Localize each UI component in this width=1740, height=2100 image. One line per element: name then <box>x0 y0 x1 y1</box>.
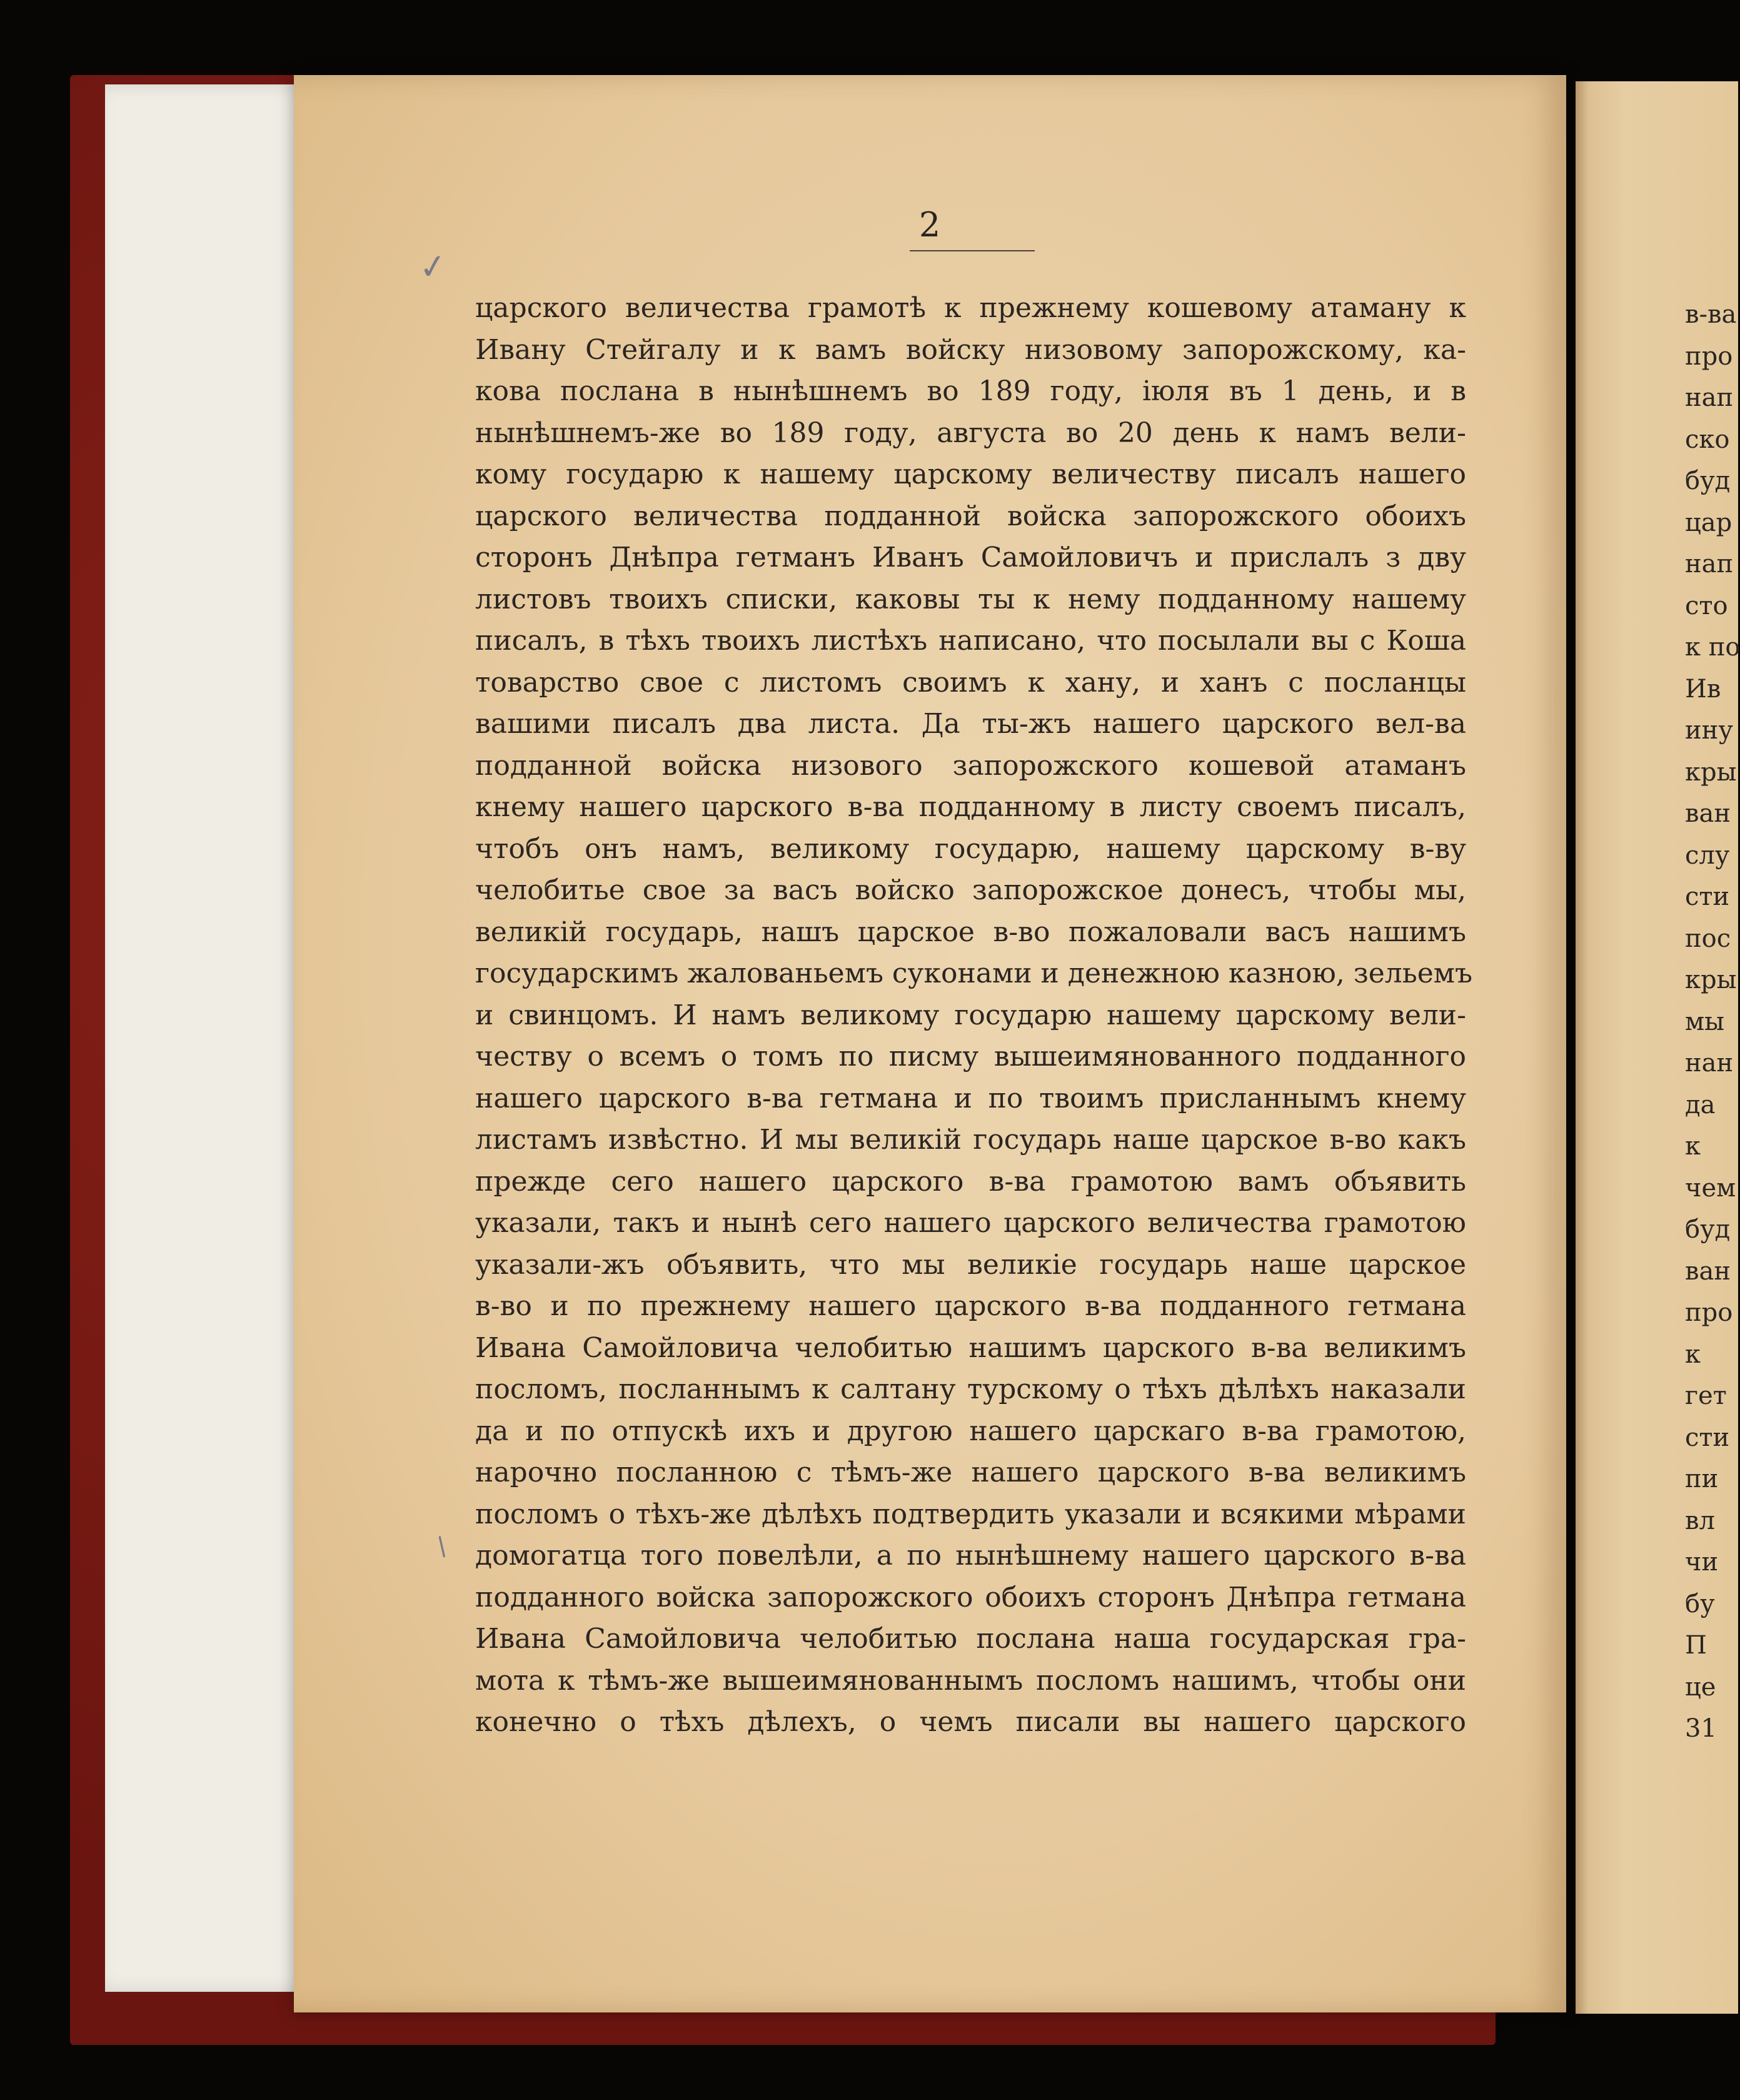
next-page-fragment: пи <box>1685 1465 1719 1493</box>
text-line: кому государю к нашему царскому величеству писалъ нашего <box>475 458 1466 490</box>
text-line: и свинцомъ. И намъ великому государю нашему царскому вели- <box>475 999 1466 1031</box>
next-page-fragment: це <box>1685 1672 1716 1702</box>
text-line: домогатца того повелѣли, а по нынѣшнему нашего царского в-ва <box>475 1540 1466 1572</box>
next-page-fragment: сти <box>1685 882 1730 911</box>
next-page-fragment: цар <box>1685 508 1732 537</box>
text-line: царского величества грамотѣ к прежнему кошевому атаману к <box>475 292 1466 324</box>
pencil-check-mark: ✓ <box>416 245 450 288</box>
next-page-fragment: буд <box>1685 1215 1731 1244</box>
next-page-fragment: Ив <box>1685 674 1721 704</box>
next-page-fragment: пос <box>1685 924 1731 953</box>
next-page-fragment: про <box>1685 341 1733 371</box>
text-line: Ивана Самойловича челобитью послана наша государская гра- <box>475 1623 1466 1655</box>
text-line: кова послана в нынѣшнемъ во 189 году, іюля въ 1 день, и в <box>475 375 1466 407</box>
text-line: подданного войска запорожского обоихъ сторонъ Днѣпра гетмана <box>475 1581 1466 1613</box>
next-page-fragment: к по <box>1685 633 1740 662</box>
next-page-fragment: к <box>1685 1340 1701 1369</box>
text-line: конечно о тѣхъ дѣлехъ, о чемъ писали вы нашего царского <box>475 1706 1466 1738</box>
next-page-fragment: сто <box>1685 591 1728 620</box>
next-page-fragment: к <box>1685 1132 1701 1161</box>
pencil-tick-mark: / <box>431 1532 453 1562</box>
text-line: в-во и по прежнему нашего царского в-ва подданного гетмана <box>475 1290 1466 1322</box>
text-line: великій государь, нашъ царское в-во пожаловали васъ нашимъ <box>475 916 1466 948</box>
next-page-fragment: чем <box>1685 1173 1736 1203</box>
text-line: Ивану Стейгалу и к вамъ войску низовому запорожскому, ка- <box>475 333 1466 366</box>
next-page-fragment: ско <box>1685 425 1730 454</box>
next-page-fragment: слу <box>1685 841 1730 870</box>
text-line: вашими писалъ два листа. Да ты-жъ нашего царского вел-ва <box>475 708 1466 740</box>
next-page-fragment: гет <box>1685 1381 1727 1410</box>
next-page-fragment: нап <box>1685 383 1734 412</box>
next-page-fragment: кры <box>1685 966 1737 994</box>
next-page-fragment: буд <box>1685 467 1731 495</box>
next-page-fragment: сти <box>1685 1423 1730 1452</box>
text-line: указали-жъ объявить, что мы великіе государь наше царское <box>475 1248 1466 1281</box>
next-page-fragment: П <box>1685 1631 1707 1660</box>
next-page-fragment: мы <box>1685 1007 1724 1036</box>
page-number: 2 <box>918 205 942 245</box>
text-line: честву о всемъ о томъ по писму вышеимянованного подданного <box>475 1041 1466 1073</box>
next-page-fragment: в-ва <box>1685 300 1737 329</box>
text-line: прежде сего нашего царского в-ва грамотою вамъ объявить <box>475 1165 1466 1198</box>
text-line: мота к тѣмъ-же вышеимянованнымъ посломъ нашимъ, чтобы они <box>475 1664 1466 1697</box>
next-page-fragment: нап <box>1685 550 1734 578</box>
next-page-fragment: ину <box>1685 716 1733 745</box>
text-line: нынѣшнемъ-же во 189 году, августа во 20 день к намъ вели- <box>475 416 1466 449</box>
text-line: да и по отпускѣ ихъ и другою нашего царскаго в-ва грамотою, <box>475 1415 1466 1447</box>
next-page-edge <box>1576 81 1738 2014</box>
text-line: подданной войска низового запорожского кошевой атаманъ <box>475 749 1466 782</box>
next-page-fragment: чи <box>1685 1548 1719 1577</box>
text-line: чтобъ онъ намъ, великому государю, нашему царскому в-ву <box>475 832 1466 865</box>
text-line: нашего царского в-ва гетмана и по твоимъ присланнымъ кнему <box>475 1082 1466 1114</box>
text-line: указали, такъ и нынѣ сего нашего царского величества грамотою <box>475 1207 1466 1239</box>
text-line: нарочно посланною с тѣмъ-же нашего царского в-ва великимъ <box>475 1456 1466 1488</box>
page-body-text <box>475 288 1472 1744</box>
next-page-fragment: бу <box>1685 1589 1715 1618</box>
next-page-text-fragments <box>1685 294 1740 1750</box>
book-page <box>294 75 1566 2012</box>
text-line: челобитье свое за васъ войско запорожское донесъ, чтобы мы, <box>475 874 1466 906</box>
text-line: посломъ, посланнымъ к салтану турскому о тѣхъ дѣлѣхъ наказали <box>475 1373 1466 1405</box>
next-page-fragment: ван <box>1685 1256 1731 1286</box>
text-line: сторонъ Днѣпра гетманъ Иванъ Самойловичъ и прислалъ з дву <box>475 542 1466 573</box>
next-page-fragment: да <box>1685 1090 1716 1119</box>
next-page-fragment: 31 <box>1685 1714 1717 1743</box>
text-line: кнему нашего царского в-ва подданному в листу своемъ писалъ, <box>475 791 1466 823</box>
next-page-fragment: вл <box>1685 1506 1715 1535</box>
text-line: Ивана Самойловича челобитью нашимъ царского в-ва великимъ <box>475 1331 1466 1364</box>
next-page-fragment: нан <box>1685 1049 1734 1078</box>
text-line: товарство свое с листомъ своимъ к хану, и ханъ с посланцы <box>475 666 1466 699</box>
text-line: листамъ извѣстно. И мы великій государь наше царское в-во какъ <box>475 1124 1466 1156</box>
text-line: посломъ о тѣхъ-же дѣлѣхъ подтвердить указали и всякими мѣрами <box>475 1498 1466 1530</box>
text-line: листовъ твоихъ списки, каковы ты к нему подданному нашему <box>475 583 1466 615</box>
next-page-fragment: ван <box>1685 799 1731 828</box>
page-number-rule <box>910 250 1035 251</box>
text-line: царского величества подданной войска запорожского обоихъ <box>475 500 1466 532</box>
next-page-fragment: кры <box>1685 757 1737 787</box>
text-line: государскимъ жалованьемъ суконами и денежною казною, зельемъ <box>475 957 1472 989</box>
text-line: писалъ, в тѣхъ твоихъ листѣхъ написано, что посылали вы с Коша <box>475 625 1466 657</box>
next-page-fragment: про <box>1685 1298 1733 1327</box>
